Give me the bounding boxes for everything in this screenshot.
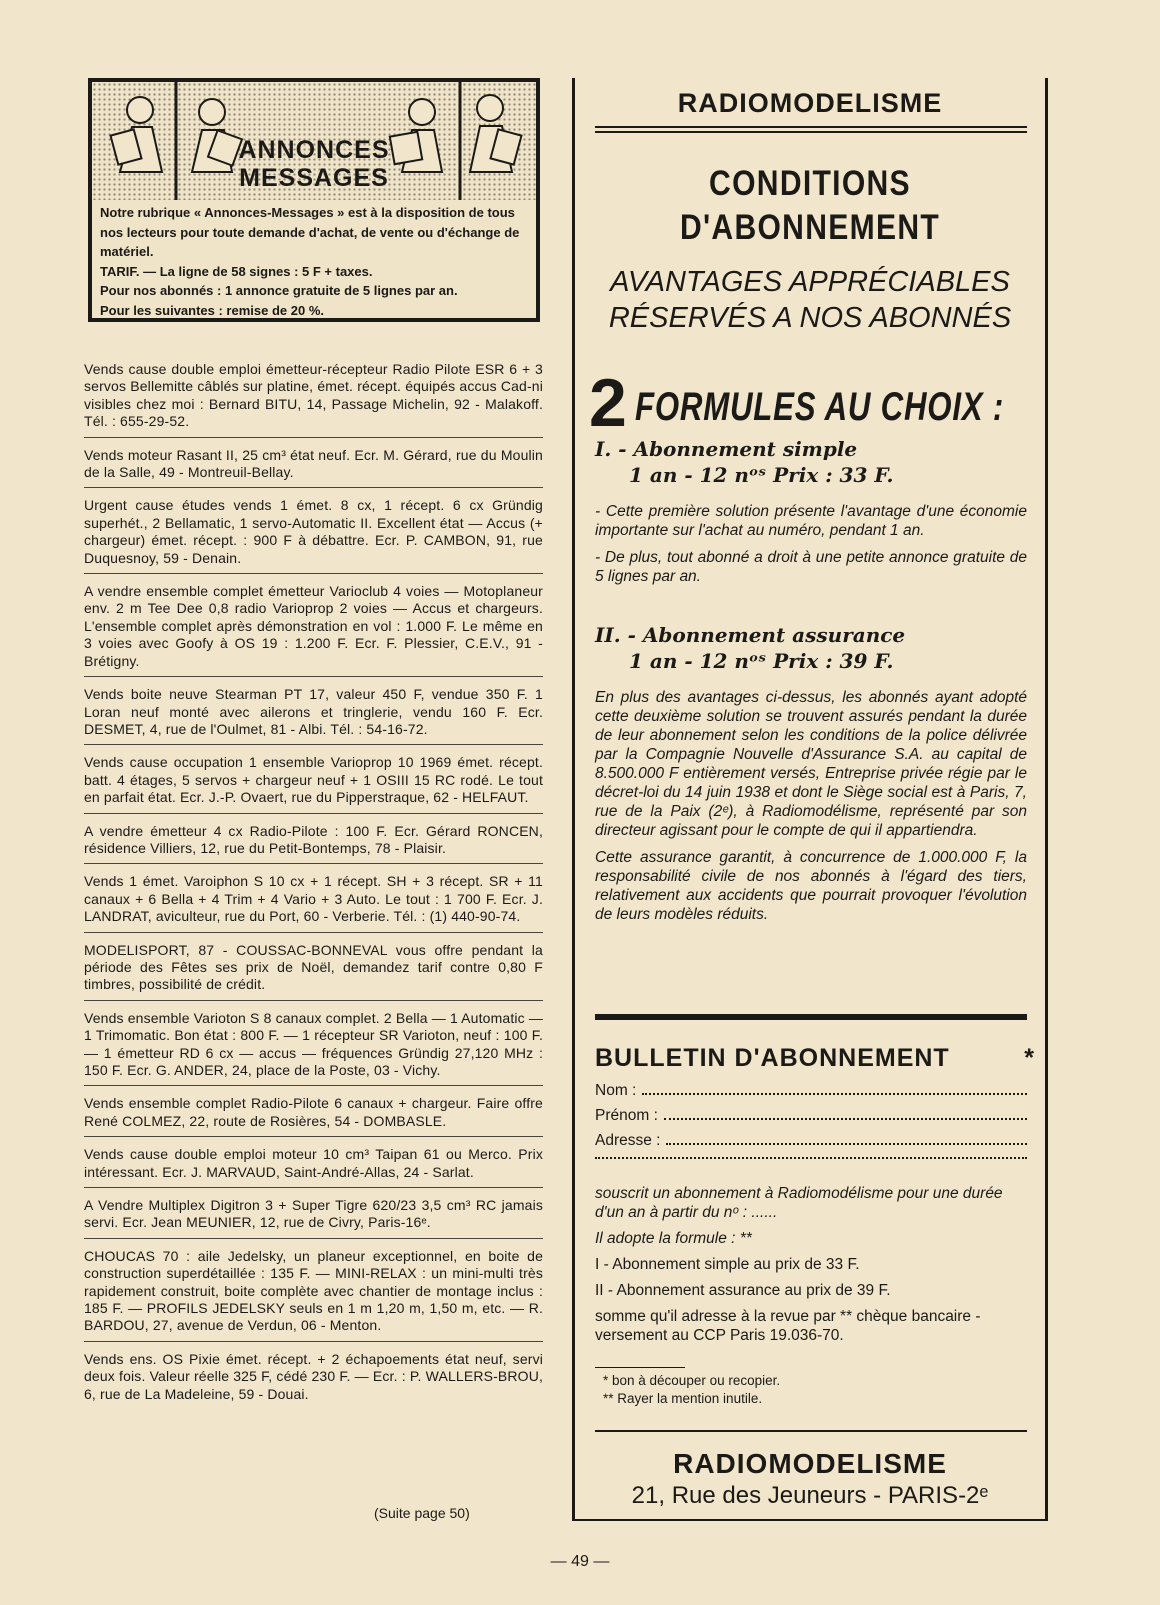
formules-number: 2 — [589, 365, 627, 441]
classified-ad: A vendre émetteur 4 cx Radio-Pilote : 100 F. Ecr. Gérard RONCEN, résidence Villiers, 12, rue du Petit-Bontemps, 78 - Plaisir. — [84, 820, 543, 865]
footer-address: 21, Rue des Jeuneurs - PARIS-2ᵉ — [631, 1482, 989, 1509]
page-number: — 49 — — [550, 1553, 610, 1570]
somme-text: somme qu'il adresse à la revue par ** chèque bancaire - versement au CCP Paris 19.036-70. — [595, 1308, 981, 1344]
classified-ad: Vends moteur Rasant II, 25 cm³ état neuf. Ecr. M. Gérard, rue du Moulin de la Salle, 49 - Montreuil-Bellay. — [84, 444, 543, 489]
nom-field[interactable] — [595, 1082, 1027, 1100]
classified-ad: Vends cause double emploi moteur 10 cm³ Taipan 61 ou Merco. Prix intéressant. Ecr. J. MARVAUD, Saint-André-Allas, 24 - Sarlat. — [84, 1143, 543, 1188]
annonces-messages-box — [88, 78, 540, 322]
bulletin-rule — [595, 1014, 1027, 1020]
classified-ad: Vends ens. OS Pixie émet. récept. + 2 échapoements état neuf, servi deux fois. Valeur réelle 325 F, cédé 230 F. — Ecr. : P. WALLERS-BROU, 6, rue de La Madeleine, 59 - Douai. — [84, 1350, 543, 1402]
adresse-label: Adresse : — [595, 1132, 661, 1149]
header-rule — [595, 126, 1027, 128]
formule-option-1: I - Abonnement simple au prix de 33 F. — [595, 1256, 860, 1273]
classified-ad: Vends ensemble complet Radio-Pilote 6 canaux + chargeur. Faire offre René COLMEZ, 22, route de Rosières, 54 - DOMBASLE. — [84, 1092, 543, 1137]
annonces-suivantes: Pour les suivantes : remise de 20 %. — [100, 302, 324, 318]
abonnement-assurance-p2: Cette assurance garantit, à concurrence de 1.000.000 F, la responsabilité civile de nos abonnés à l'égard des tiers, relativement aux accidents que pourrait provoquer l'évolution de leurs modèles réduits. — [595, 849, 1027, 923]
formule-option-2: II - Abonnement assurance au prix de 39 F. — [595, 1282, 891, 1299]
abonnement-simple-price: 1 an - 12 nᵒˢ Prix : 33 F. — [629, 463, 894, 487]
abonnement-simple-heading — [595, 436, 1035, 488]
annonces-intro: Notre rubrique « Annonces-Messages » est à la disposition de tous nos lecteurs pour toute demande d'achat, de vente ou d'échange de matériel. — [100, 205, 520, 260]
annonces-abonnes: Pour nos abonnés : 1 annonce gratuite de 5 lignes par an. — [100, 283, 458, 299]
abonnement-assurance-text — [595, 688, 1027, 932]
bulletin-notes — [603, 1372, 780, 1408]
classified-ad: A vendre ensemble complet émetteur Varioclub 4 voies — Motoplaneur env. 2 m Tee Dee 0,8 radio Varioprop 2 voies — Accus et chargeurs. L'ensemble complet après démonstration en vol : 1.000 F. Le même en 3 voies avec Goofy à OS 19 : 1.200 F. Ecr. F. Plessier, C.E.V., 91 - Brétigny. — [84, 580, 543, 677]
conditions-title: CONDITIONS — [709, 164, 911, 203]
reserves-line: RÉSERVÉS A NOS ABONNÉS — [608, 302, 1012, 334]
notes-rule — [595, 1367, 685, 1368]
messages-title: MESSAGES — [239, 164, 389, 192]
abonnement-simple-p2: - De plus, tout abonné a droit à une petite annonce gratuite de 5 lignes par an. — [595, 549, 1027, 585]
formules-headline — [589, 364, 1039, 442]
abonnement-assurance-title: II. - Abonnement assurance — [595, 623, 906, 647]
avantages-line: AVANTAGES APPRÉCIABLES — [610, 266, 1010, 298]
bulletin-title — [595, 1044, 1035, 1073]
classified-ad: Vends boite neuve Stearman PT 17, valeur 450 F, vendue 350 F. 1 Loran neuf monté avec ailerons et tringlerie, vendu 160 F. Ecr. DESMET, 4, rue de l'Oulmet, 81 - Albi. Tél. : 54-16-72. — [84, 683, 543, 745]
classified-ad: Urgent cause études vends 1 émet. 8 cx, 1 récept. 6 cx Gründig superhét., 2 Bellamatic, 1 servo-Automatic II. Excellent état — Accus (+ chargeur) émet. récept. : 900 F à débattre. Ecr. P. CAMBON, 91, rue Duquesnoy, 59 - Denain. — [84, 494, 543, 574]
annonces-info — [100, 203, 530, 321]
classified-ad: Vends cause double emploi émetteur-récepteur Radio Pilote ESR 6 + 3 servos Bellemitte câblés sur platine, émet. récept. équipés accus Cad-ni visibles chez moi : Bernard BITU, 14, Passage Michelin, 92 - Malakoff. Tél. : 655-29-52. — [84, 358, 543, 438]
abonnement-title: D'ABONNEMENT — [679, 208, 941, 247]
note-rayer: ** Rayer la mention inutile. — [603, 1391, 763, 1406]
bulletin-title-text: BULLETIN D'ABONNEMENT — [595, 1044, 950, 1072]
adopte-text: Il adopte la formule : ** — [595, 1230, 752, 1247]
subscription-panel — [572, 78, 1048, 1520]
abonnement-simple-title: I. - Abonnement simple — [595, 437, 858, 461]
classified-ad: MODELISPORT, 87 - COUSSAC-BONNEVAL vous offre pendant la période des Fêtes ses prix de Noël, demandez tarif contre 0,80 F timbres, possibilité de crédit. — [84, 939, 543, 1001]
header-rule — [595, 131, 1027, 133]
prenom-field[interactable] — [595, 1107, 1027, 1125]
adresse-field[interactable] — [595, 1132, 1027, 1150]
classified-ads-list — [84, 358, 543, 1415]
formules-text: FORMULES AU CHOIX : — [634, 385, 1004, 429]
abonnement-assurance-price: 1 an - 12 nᵒˢ Prix : 39 F. — [629, 649, 894, 673]
classified-ad: Vends 1 émet. Varoiphon S 10 cx + 1 récept. SH + 3 récept. SR + 11 canaux + 6 Bella + 4 Trim + 4 Vario + 3 Auto. Le tout : 1 700 F. Ecr. J. LANDRAT, aviculteur, rue du Port, 60 - Verberie. Tél. : (1) 440-90-74. — [84, 870, 543, 932]
suite-page-note: (Suite page 50) — [374, 1505, 470, 1521]
nom-label: Nom : — [595, 1082, 637, 1099]
abonnement-assurance-heading — [595, 622, 1035, 674]
footer-title: RADIOMODELISME — [673, 1448, 947, 1479]
classified-ad: A Vendre Multiplex Digitron 3 + Super Tigre 620/23 3,5 cm³ RC jamais servi. Ecr. Jean MEUNIER, 12, rue de Civry, Paris-16ᵉ. — [84, 1194, 543, 1239]
bulletin-star: * — [1024, 1044, 1035, 1072]
panel-bottom-border — [572, 1519, 1048, 1521]
abonnement-assurance-p1: En plus des avantages ci-dessus, les abonnés ayant adopté cette deuxième solution se trouvent assurés pendant la durée de leur abonnement selon les conditions de la police délivrée par la Compagnie Nouvelle d'Assurance S.A. au capital de 8.500.000 F entièrement versés, Entreprise privée régie par le décret-loi du 14 juin 1938 et dont le Siège social est à Paris, 7, rue de la Paix (2ᵉ), à Radiomodélisme, représenté par son directeur agissant pour le compte de qui il appartiendra. — [595, 689, 1027, 839]
classified-ad: CHOUCAS 70 : aile Jedelsky, un planeur exceptionnel, en boite de construction superdétaillée : 135 F. — MINI-RELAX : un mini-multi très rapidement construit, boite complète avec chantier de montage inclus : 185 F. — PROFILS JEDELSKY seuls en 1 m 1,20 m, 1,50 m, etc. — R. BARDOU, 27, avenue de Verdun, 06 - Menton. — [84, 1245, 543, 1342]
adresse-field-line2[interactable] — [595, 1157, 1027, 1164]
annonces-tarif: TARIF. — La ligne de 58 signes : 5 F + taxes. — [100, 263, 373, 279]
annonces-illustration — [92, 82, 536, 200]
panel-header: RADIOMODELISME — [677, 88, 943, 118]
note-bon: * bon à découper ou recopier. — [603, 1373, 781, 1388]
souscrit-text: souscrit un abonnement à Radiomodélisme pour une durée d'un an à partir du nᵒ : ...... — [595, 1185, 1003, 1221]
abonnement-simple-p1: - Cette première solution présente l'avantage d'une économie importante sur l'achat au numéro, pendant 1 an. — [595, 503, 1027, 539]
classified-ad: Vends ensemble Varioton S 8 canaux complet. 2 Bella — 1 Automatic — 1 Trimomatic. Bon état : 800 F. — 1 récepteur SR Varioton, neuf : 100 F. — 1 émetteur RD 6 cx — accus — fréquences Gründig 27,120 MHz : 150 F. Ecr. G. ANDER, 24, place de la Poste, 03 - Vichy. — [84, 1007, 543, 1087]
footer-rule — [595, 1430, 1027, 1432]
prenom-label: Prénom : — [595, 1107, 658, 1124]
bulletin-text — [595, 1184, 1027, 1352]
annonces-title: ANNONCES — [238, 136, 390, 164]
abonnement-simple-text — [595, 502, 1027, 594]
classified-ad: Vends cause occupation 1 ensemble Varioprop 10 1969 émet. récept. batt. 4 étages, 5 servos + chargeur neuf + 1 OSIII 15 RC rodé. Le tout en parfait état. Ecr. J.-P. Ovaert, rue du Pipperstraque, 62 - HELFAUT. — [84, 751, 543, 813]
